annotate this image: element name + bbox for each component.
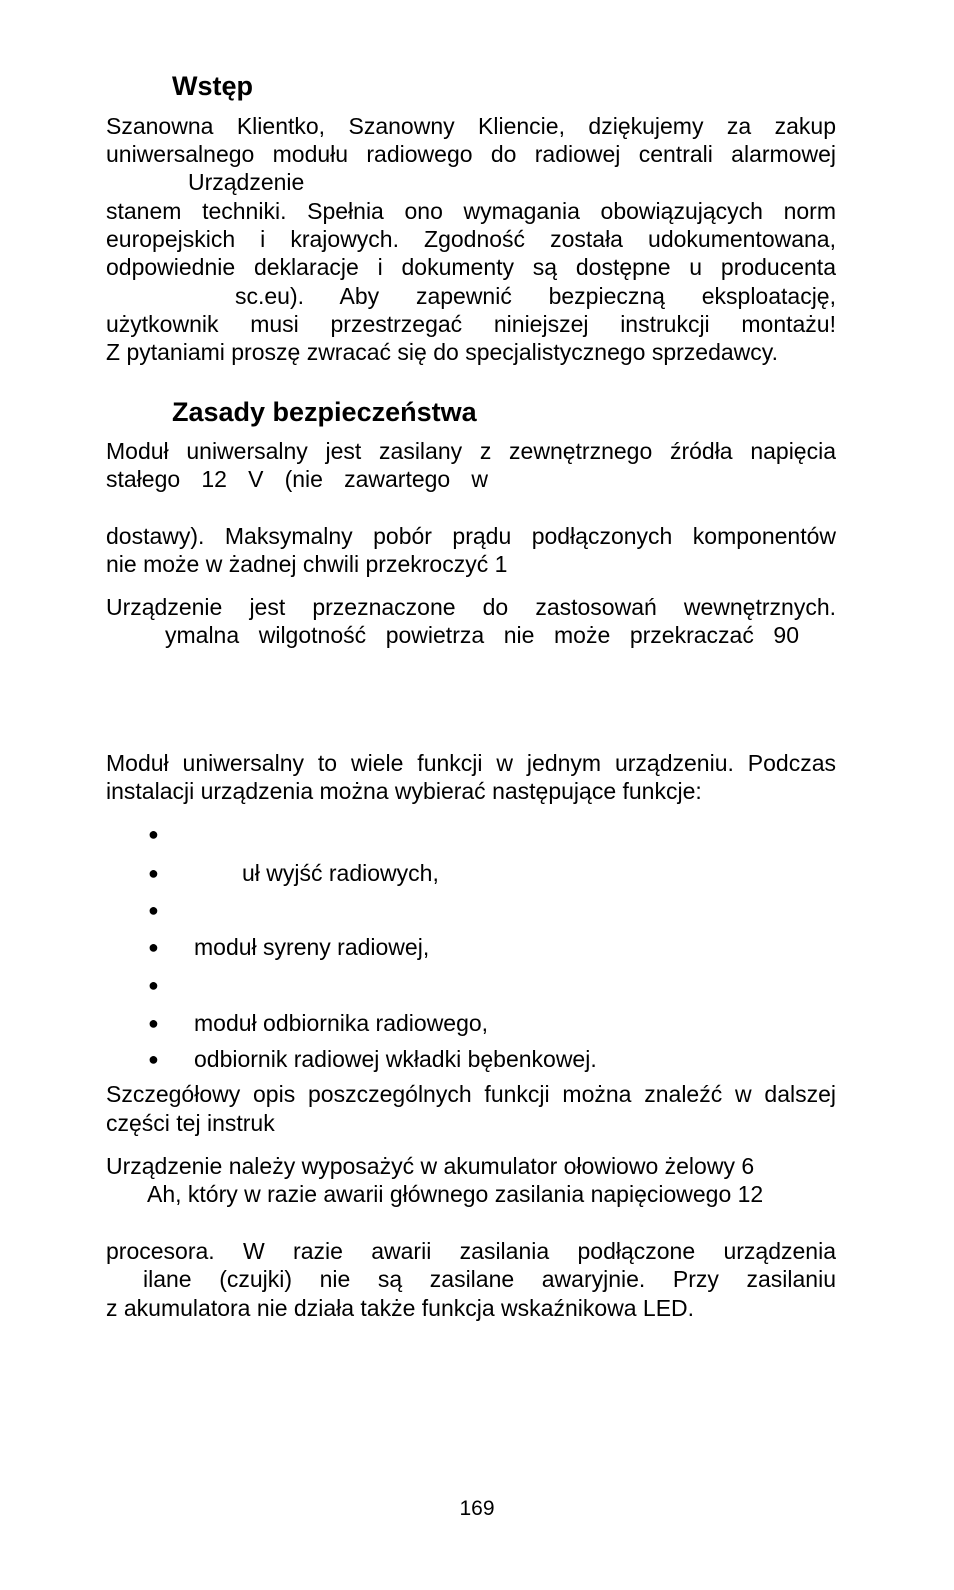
paragraph-line: procesora. W razie awarii zasilania podłączone urządzenia	[106, 1238, 836, 1264]
list-item: odbiornik radiowej wkładki bębenkowej.	[194, 1046, 597, 1072]
paragraph-line: odpowiednie deklaracje i dokumenty są dostępne u producenta	[106, 254, 836, 280]
section-title-safety: Zasady bezpieczeństwa	[172, 397, 477, 427]
paragraph-line: użytkownik musi przestrzegać niniejszej instrukcji montażu!	[106, 311, 836, 337]
paragraph-line: Ah, który w razie awarii głównego zasilania napięciowego 12	[147, 1181, 764, 1207]
paragraph-line: Urządzenie	[188, 169, 305, 195]
section-title-wstep: Wstęp	[172, 71, 253, 101]
paragraph-line: europejskich i krajowych. Zgodność została udokumentowana,	[106, 226, 836, 252]
paragraph-line: stałego 12 V (nie zawartego w	[106, 466, 488, 492]
paragraph-line: stanem techniki. Spełnia ono wymagania obowiązujących norm	[106, 198, 836, 224]
paragraph-line: Moduł uniwersalny jest zasilany z zewnętrznego źródła napięcia	[106, 438, 836, 464]
paragraph-line: Szczegółowy opis poszczególnych funkcji można znaleźć w dalszej	[106, 1081, 836, 1107]
paragraph-line: Z pytaniami proszę zwracać się do specjalistycznego sprzedawcy.	[106, 339, 778, 365]
bullet-icon: ●	[148, 824, 159, 844]
paragraph-line: dostawy). Maksymalny pobór prądu podłączonych komponentów	[106, 523, 836, 549]
list-item: moduł odbiornika radiowego,	[194, 1010, 489, 1036]
paragraph-line: części tej instruk	[106, 1110, 275, 1136]
bullet-icon: ●	[148, 900, 159, 920]
paragraph-line: Moduł uniwersalny to wiele funkcji w jednym urządzeniu. Podczas	[106, 750, 836, 776]
paragraph-line: uniwersalnego modułu radiowego do radiowej centrali alarmowej	[106, 141, 836, 167]
paragraph-line: ymalna wilgotność powietrza nie może przekraczać 90	[165, 622, 799, 648]
paragraph-line: instalacji urządzenia można wybierać następujące funkcje:	[106, 778, 702, 804]
bullet-icon: ●	[148, 1049, 159, 1069]
paragraph-line: Urządzenie należy wyposażyć w akumulator ołowiowo żelowy 6	[106, 1153, 755, 1179]
bullet-icon: ●	[148, 863, 159, 883]
paragraph-line: sc.eu). Aby zapewnić bezpieczną eksploatację,	[235, 283, 836, 309]
list-item: moduł syreny radiowej,	[194, 934, 430, 960]
paragraph-line: ilane (czujki) nie są zasilane awaryjnie. Przy zasilaniu	[143, 1266, 836, 1292]
bullet-icon: ●	[148, 1013, 159, 1033]
paragraph-line: nie może w żadnej chwili przekroczyć 1	[106, 551, 508, 577]
bullet-icon: ●	[148, 937, 159, 957]
paragraph-line: Urządzenie jest przeznaczone do zastosowań wewnętrznych.	[106, 594, 836, 620]
page-number: 169	[459, 1497, 495, 1520]
bullet-icon: ●	[148, 975, 159, 995]
paragraph-line: Szanowna Klientko, Szanowny Kliencie, dziękujemy za zakup	[106, 113, 836, 139]
list-item: uł wyjść radiowych,	[242, 860, 439, 886]
paragraph-line: z akumulatora nie działa także funkcja wskaźnikowa LED.	[106, 1295, 695, 1321]
